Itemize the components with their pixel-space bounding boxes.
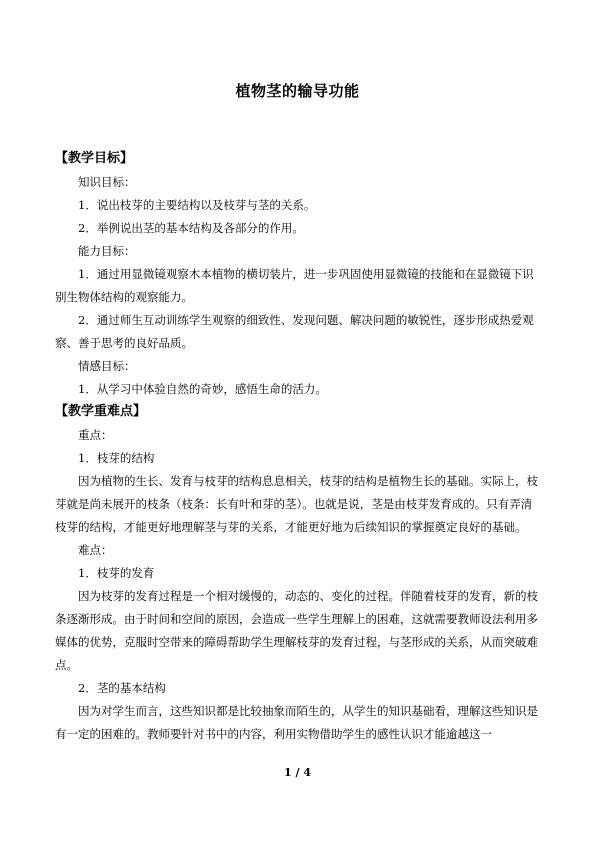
section-teaching-goals — [55, 148, 540, 401]
paragraph: 1．枝芽的结构 — [78, 451, 155, 465]
section-heading: 【教学重难点】 — [55, 404, 147, 419]
paragraph: 2．通过师生互动训练学生观察的细致性、发现问题、解决问题的敏锐性，逐步形成热爱观察、善于思考的良好品质。 — [55, 313, 534, 350]
paragraph: 2．茎的基本结构 — [78, 681, 166, 695]
document-body — [55, 148, 540, 746]
paragraph: 重点： — [78, 428, 113, 442]
paragraph: 1．枝芽的发育 — [78, 566, 155, 580]
paragraph: 1．从学习中体验自然的奇妙，感悟生命的活力。 — [78, 382, 327, 396]
paragraph: 2．举例说出茎的基本结构及各部分的作用。 — [78, 221, 304, 235]
paragraph: 因为植物的生长、发育与枝芽的结构息息相关，枝芽的结构是植物生长的基础。实际上，枝芽就是尚未展开的枝条（枝条：长有叶和芽的茎）。也就是说，茎是由枝芽发育成的。只有弄清枝芽的结构，才能更好地理解茎与芽的关系，才能更好地为后续知识的掌握奠定良好的基础。 — [55, 474, 538, 534]
paragraph: 1．通过用显微镜观察木本植物的横切装片，进一步巩固使用显微镜的技能和在显微镜下识别生物体结构的观察能力。 — [55, 267, 534, 304]
paragraph: 情感目标： — [78, 359, 136, 373]
paragraph: 难点： — [78, 543, 113, 557]
section-heading: 【教学目标】 — [55, 151, 134, 166]
page-title: 植物茎的输导功能 — [235, 82, 360, 100]
section-key-difficult-points — [55, 401, 540, 746]
paragraph: 1．说出枝芽的主要结构以及枝芽与茎的关系。 — [78, 198, 316, 212]
page-number: 1 / 4 — [284, 766, 311, 779]
paragraph: 知识目标： — [78, 175, 136, 189]
paragraph: 因为对学生而言，这些知识都是比较抽象而陌生的，从学生的知识基础看，理解这些知识是有一定的困难的。教师要针对书中的内容，利用实物借助学生的感性认识才能逾越这一 — [55, 704, 538, 741]
paragraph: 能力目标： — [78, 244, 136, 258]
paragraph: 因为枝芽的发育过程是一个相对缓慢的，动态的、变化的过程。伴随着枝芽的发育，新的枝条逐渐形成。由于时间和空间的原因，会造成一些学生理解上的困难，这就需要教师设法利用多媒体的优势，克服时空带来的障碍帮助学生理解枝芽的发育过程，与茎形成的关系，从而突破难点。 — [55, 589, 538, 672]
